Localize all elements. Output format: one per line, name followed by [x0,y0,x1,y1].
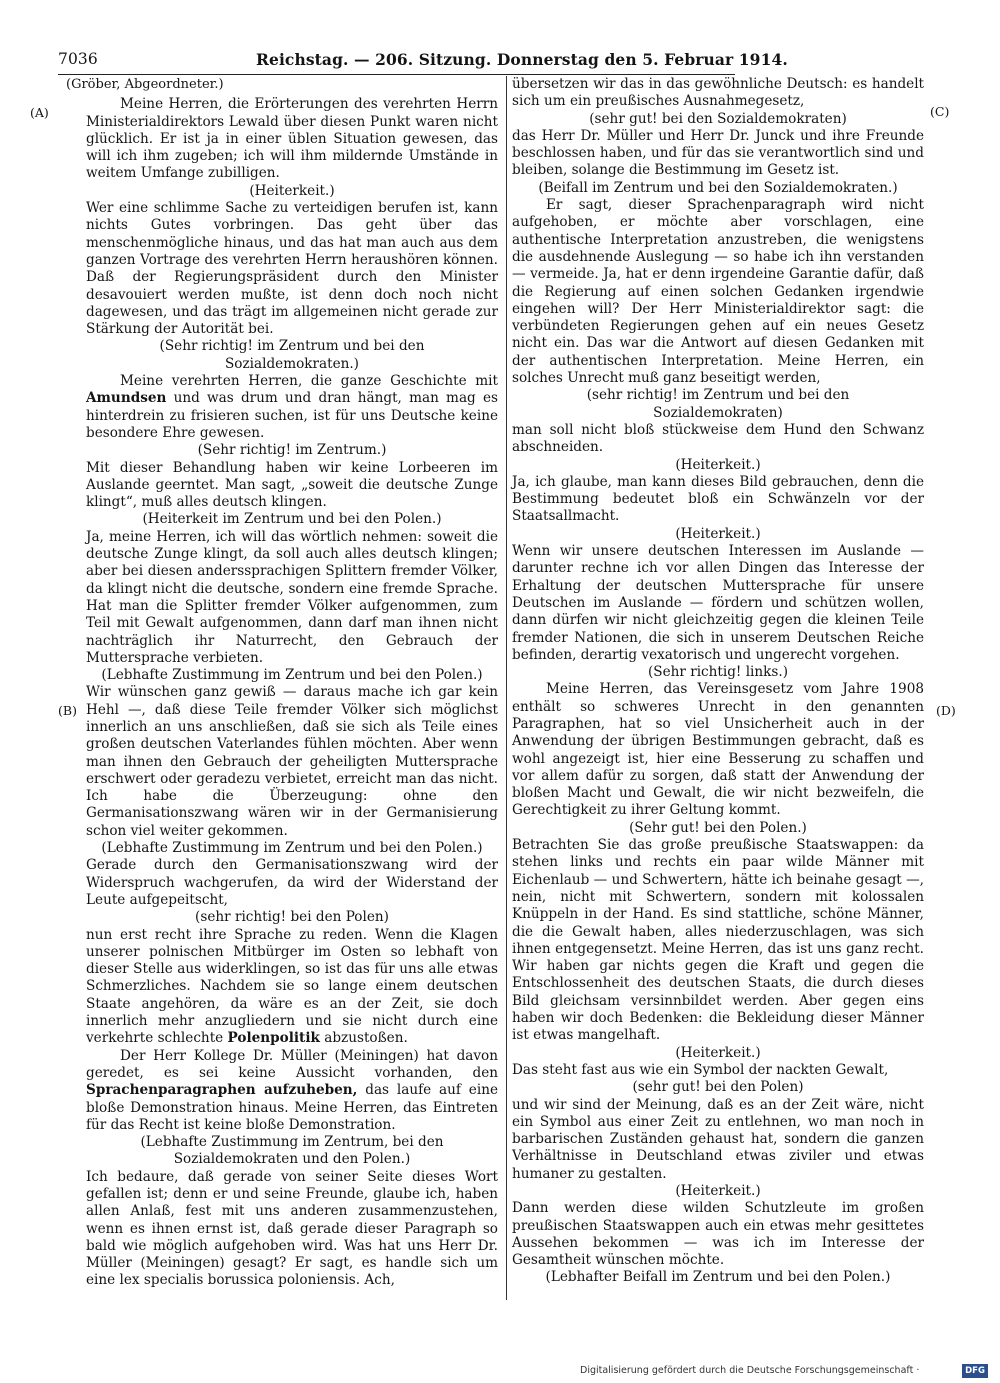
speech-paragraph: das Herr Dr. Müller und Herr Dr. Junck und ihre Freunde beschlossen haben, und für das sie verantwortlich sind und bleiben, solange die Bestimmung im Gesetz ist. [512,127,924,179]
speech-paragraph: Mit dieser Behandlung haben wir keine Lorbeeren im Auslande geerntet. Man sagt, „soweit die deutsche Zunge klingt“, muß alles deutsch klingen. [86,459,498,511]
speech-text: und was drum und dran hängt, man mag es hinterdrein zu frisieren suchen, ist für uns Deutsche keine besondere Ehre gewesen. [86,390,498,441]
emphasized-term: Sprachenparagraphen aufzuheben, [86,1082,358,1099]
speech-text: abzustoßen. [319,1030,408,1047]
header-rule [58,74,735,75]
stage-direction: (Heiterkeit im Zentrum und bei den Polen.) [142,511,442,528]
speech-paragraph: Dann werden diese wilden Schutzleute im großen preußischen Staatswappen auch ein etwas mehr gesittetes Aussehen bekommen — was ich im Interesse der Gesamtheit wünschen möchte. [512,1200,924,1269]
stage-direction: (sehr gut! bei den Sozialdemokraten) [589,110,847,127]
stage-direction: (Heiterkeit.) [675,1044,761,1061]
speech-paragraph: Meine Herren, die Erörterungen des verehrten Herrn Ministerialdirektors Lewald über diesen Punkt waren nicht glücklich. Er ist ja in einer üblen Situation gewesen, das will ich ihm zugeben; ich will ihm mildernde Umstände in weitem Umfange zubilligen. [86,96,498,182]
stage-direction: (Sehr richtig! im Zentrum.) [197,442,387,459]
stage-direction: (Sehr richtig! links.) [647,664,789,681]
stage-direction: (Sehr gut! bei den Polen.) [629,819,807,836]
speech-paragraph: übersetzen wir das in das gewöhnliche Deutsch: es handelt sich um ein preußisches Ausnahmegesetz, [512,76,924,110]
stage-direction: (Heiterkeit.) [675,525,761,542]
stage-direction: (sehr richtig! bei den Polen) [195,909,389,926]
stage-direction: (Heiterkeit.) [249,182,335,199]
dfg-logo: DFG [962,1364,988,1378]
left-column [66,76,498,1290]
speech-paragraph: man soll nicht bloß stückweise dem Hund den Schwanz abschneiden. [512,421,924,456]
stage-direction: (Lebhafter Beifall im Zentrum und bei den Polen.) [545,1269,891,1286]
speech-paragraph: Meine Herren, das Vereinsgesetz vom Jahre 1908 enthält so schweres Unrecht in den genannten Paragraphen, hat so viel Unsicherheit auch in der Anwendung der übrigen Bestimmungen gebracht, daß es wohl angezeigt ist, hier eine Besserung zu schaffen und vor allem dafür zu sorgen, daß statt der Anwendung der bloßen Macht und Gewalt, die wir nicht bezweifeln, die Gerechtigkeit zu ihrer Geltung kommt. [512,681,924,819]
emphasized-term: Polenpolitik [227,1030,320,1047]
page-header [58,50,788,72]
stage-direction: (Heiterkeit.) [675,456,761,473]
speech-paragraph: Das steht fast aus wie ein Symbol der nackten Gewalt, [512,1061,889,1078]
running-title: Reichstag. — 206. Sitzung. Donnerstag den 5. Februar 1914. [256,50,788,69]
stage-direction: (Heiterkeit.) [675,1183,761,1199]
stage-direction: (sehr richtig! im Zentrum und bei den Sozialdemokraten) [586,387,850,421]
speech-paragraph: Er sagt, dieser Sprachenparagraph wird nicht aufgehoben, er möchte aber vorschlagen, eine authentische Interpretation anzustreben, die wenigstens die ausdehnende Auslegung — so habe ich ihn verstanden — vermeide. Ja, hat er denn irgendeine Garantie dafür, daß die Regierung auf einen solchen Gedanken irgendwie eingehen will? Der Herr Ministerialdirektor sagt: die verbündeten Regierungen gehen auf ein neues Gesetz nicht ein. Das war die Antwort auf diesen Gedanken mit der authentischen Interpretation. Meine Herren, ein solches Unrecht muß ganz beseitigt werden, [512,197,924,387]
speech-paragraph [86,927,498,1048]
speech-paragraph: Ich bedaure, daß gerade von seiner Seite dieses Wort gefallen ist; denn er und seine Freunde, glaube ich, haben allen Anlaß, fest mit uns anderen zusammenzustehen, wenn es ihnen ernst ist, daß gerade dieser Paragraph so bald wie möglich aufgehoben wird. Was hat uns Herr Dr. Müller (Meiningen) gesagt? Er sagt, es handle sich um eine lex specialis borussica poloniensis. Ach, [86,1168,498,1289]
footer [580,1364,990,1380]
speaker-label: (Gröber, Abgeordneter.) [66,77,224,92]
speech-paragraph: und wir sind der Meinung, daß es an der Zeit wäre, nicht ein Symbol aus einer Zeit zu entlehnen, wo man noch in barbarischen Zuständen gehaust hat, sondern die ganzen Verhältnisse in Deutschland etwas ziviler und etwas humaner zu gestalten. [512,1096,924,1182]
speech-paragraph: Ja, meine Herren, ich will das wörtlich nehmen: soweit die deutsche Zunge klingt, da soll auch alles deutsch klingen; aber bei diesen anderssprachigen Splittern fremder Völker, da klingt nicht die deutsche, sondern eine fremde Sprache. Hat man die Splitter fremder Völker aufgenommen, zum Teil mit Gewalt aufgenommen, dann darf man ihnen nicht nachträglich ihr Naturrecht, den Gebrauch der Muttersprache verbieten. [86,528,498,666]
speech-paragraph: Wer eine schlimme Sache zu verteidigen berufen ist, kann nichts Gutes vorbringen. Das geht über das menschenmögliche hinaus, und das hat man auch aus dem ganzen Vortrage des verehrten Herrn heraushören können. Daß der Regierungspräsident durch den Minister desavouiert werden mußte, ist denn doch noch nicht dagewesen, und das trägt im allgemeinen nicht gerade zur Stärkung der Autorität bei. [86,200,498,338]
stage-direction: (Sehr richtig! im Zentrum und bei den Sozialdemokraten.) [159,338,425,372]
stage-direction: (Beifall im Zentrum und bei den Sozialdemokraten.) [538,179,898,196]
speech-paragraph: Gerade durch den Germanisationszwang wird der Widerspruch wachgerufen, da wird der Widerstand der Leute aufgepeitscht, [86,857,498,908]
speech-text: das laufe auf eine bloße Demonstration hinaus. Meine Herren, das Eintreten für das Recht ist keine bloße Demonstration. [86,1082,498,1133]
right-column [512,76,924,1287]
margin-letter-a: (A) [30,105,49,120]
speech-paragraph [86,373,498,442]
margin-letter-b: (B) [58,703,77,718]
page-number: 7036 [58,50,98,68]
column-divider [506,76,507,1300]
margin-letter-d: (D) [936,703,956,718]
stage-direction: (Lebhafte Zustimmung im Zentrum und bei den Polen.) [101,840,483,857]
stage-direction: (Lebhafte Zustimmung im Zentrum und bei den Polen.) [101,667,483,684]
speech-text: Der Herr Kollege Dr. Müller (Meiningen) hat davon geredet, es sei keine Aussicht vorhanden, den [86,1047,498,1081]
speech-paragraph [86,1048,498,1134]
speech-paragraph: Betrachten Sie das große preußische Staatswappen: da stehen links und rechts ein paar wilde Männer mit Eichenlaub — und Schwertern, hätte ich beinahe gesagt —, nein, nicht mit Schwertern, sondern mit kolossalen Knüppeln in der Hand. Es sind stattliche, schöne Männer, die die Gewalt haben, alles niederzuschlagen, was sich ihnen entgegensetzt. Meine Herren, das ist uns ganz recht. Wir haben gar nichts gegen die Kraft und gegen die Entschlossenheit des deutschen Staats, die durch dieses Bild gleichsam versinnbildet werden. Aber gegen eins haben wir doch Bedenken: die Bekleidung dieser Männer ist etwas mangelhaft. [512,837,924,1044]
margin-letter-c: (C) [930,104,950,119]
speech-text: Meine verehrten Herren, die ganze Geschichte mit [120,373,498,390]
emphasized-name: Amundsen [86,390,167,407]
funding-note: Digitalisierung gefördert durch die Deutsche Forschungsgemeinschaft · [580,1365,920,1376]
stage-direction: (sehr gut! bei den Polen) [632,1079,804,1096]
speech-paragraph: Wir wünschen ganz gewiß — daraus mache ich gar kein Hehl —, daß diese Teile fremder Völker sich möglichst innerlich an uns anschließen, daß sie sich als Teile eines großen deutschen Vaterlandes fühlen möchten. Aber wenn man ihnen den Gebrauch der geheiligten Muttersprache erschwert oder geradezu verbietet, erreicht man das nicht. Ich habe die Überzeugung: ohne den Germanisationszwang wären wir in der Germanisierung schon viel weiter gekommen. [86,684,498,839]
speech-paragraph: Ja, ich glaube, man kann dieses Bild gebrauchen, denn die Bestimmung bedeutet bloß ein Schwänzeln vor der Staatsallmacht. [512,473,924,525]
speech-paragraph: Wenn wir unsere deutschen Interessen im Auslande — darunter rechne ich vor allen Dingen das Interesse der Erhaltung der deutschen Muttersprache für unsere Deutschen im Auslande — fördern und schützen wollen, dann dürfen wir nicht gleichzeitig gegen die kleinen Teile fremder Nationen, die sich in unserem Deutschen Reiche befinden, derartig vexatorisch und ungerecht vorgehen. [512,543,924,663]
stage-direction: (Lebhafte Zustimmung im Zentrum, bei den Sozialdemokraten und den Polen.) [140,1134,444,1168]
speech-text: nun erst recht ihre Sprache zu reden. Wenn die Klagen unserer polnischen Mitbürger im Osten so lebhaft von dieser Stelle aus widerklingen, so ist das für uns alle etwas Schmerzliches. Nachdem sie so lange einem deutschen Staate angehören, da wäre es an der Zeit, sie doch innerlich mehr anzugliedern und sie nicht durch eine verkehrte schlechte [86,926,498,1047]
